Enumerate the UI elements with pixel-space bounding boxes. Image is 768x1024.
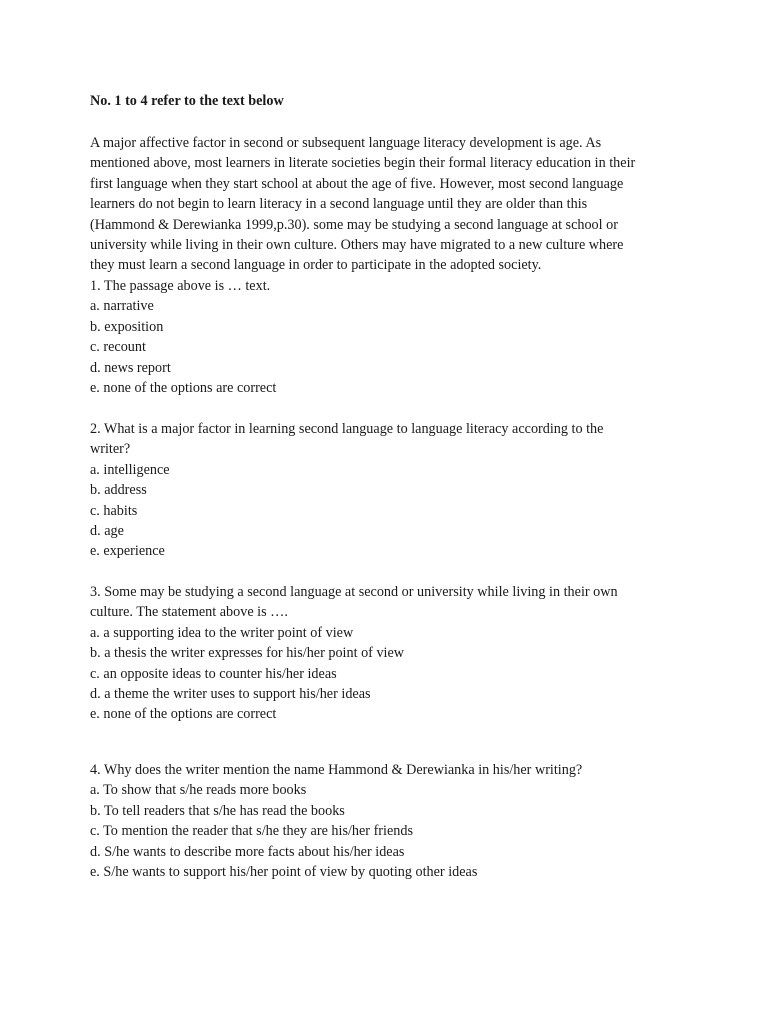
passage-line: they must learn a second language in order to participate in the adopted society. (90, 257, 542, 274)
answer-option: a. intelligence (90, 461, 170, 478)
question-2 (90, 419, 680, 562)
question-stem: 1. The passage above is … text. (90, 278, 271, 294)
answer-option: c. To mention the reader that s/he they are his/her friends (90, 823, 413, 840)
answer-option: c. recount (90, 339, 146, 356)
passage-line: (Hammond & Derewianka 1999,p.30). some may be studying a second language at school or (90, 216, 618, 233)
reading-passage (90, 133, 680, 276)
answer-option: d. age (90, 522, 124, 539)
question-stem: writer? (90, 441, 131, 458)
question-4 (90, 760, 680, 882)
question-stem: 3. Some may be studying a second language at second or university while living in their own (90, 584, 618, 600)
answer-option: d. news report (90, 359, 171, 376)
answer-option: b. To tell readers that s/he has read the books (90, 802, 345, 819)
passage-line: university while living in their own culture. Others may have migrated to a new culture where (90, 236, 624, 253)
section-heading: No. 1 to 4 refer to the text below (90, 93, 284, 109)
answer-option: e. experience (90, 543, 165, 560)
question-stem: culture. The statement above is …. (90, 604, 288, 621)
answer-option: b. address (90, 482, 147, 499)
passage-line: learners do not begin to learn literacy in a second language until they are older than this (90, 196, 588, 213)
answer-option: b. a thesis the writer expresses for his/her point of view (90, 645, 405, 662)
answer-option: e. none of the options are correct (90, 706, 277, 723)
answer-option: a. To show that s/he reads more books (90, 782, 307, 799)
answer-option: d. a theme the writer uses to support his/her ideas (90, 685, 371, 702)
question-stem: 2. What is a major factor in learning second language to language literacy according to the (90, 421, 604, 437)
answer-option: b. exposition (90, 318, 164, 335)
answer-option: e. S/he wants to support his/her point of view by quoting other ideas (90, 863, 478, 880)
passage-line: mentioned above, most learners in literate societies begin their formal literacy education in their (90, 155, 636, 172)
answer-option: d. S/he wants to describe more facts about his/her ideas (90, 843, 405, 860)
question-1 (90, 276, 680, 398)
answer-option: e. none of the options are correct (90, 379, 277, 396)
answer-option: a. narrative (90, 298, 154, 315)
answer-option: c. an opposite ideas to counter his/her ideas (90, 665, 337, 682)
passage-line: first language when they start school at about the age of five. However, most second language (90, 175, 624, 192)
question-stem: 4. Why does the writer mention the name Hammond & Derewianka in his/her writing? (90, 762, 583, 778)
answer-option: a. a supporting idea to the writer point of view (90, 624, 354, 641)
question-3 (90, 582, 680, 725)
passage-line: A major affective factor in second or subsequent language literacy development is age. As (90, 135, 602, 151)
answer-option: c. habits (90, 502, 138, 519)
